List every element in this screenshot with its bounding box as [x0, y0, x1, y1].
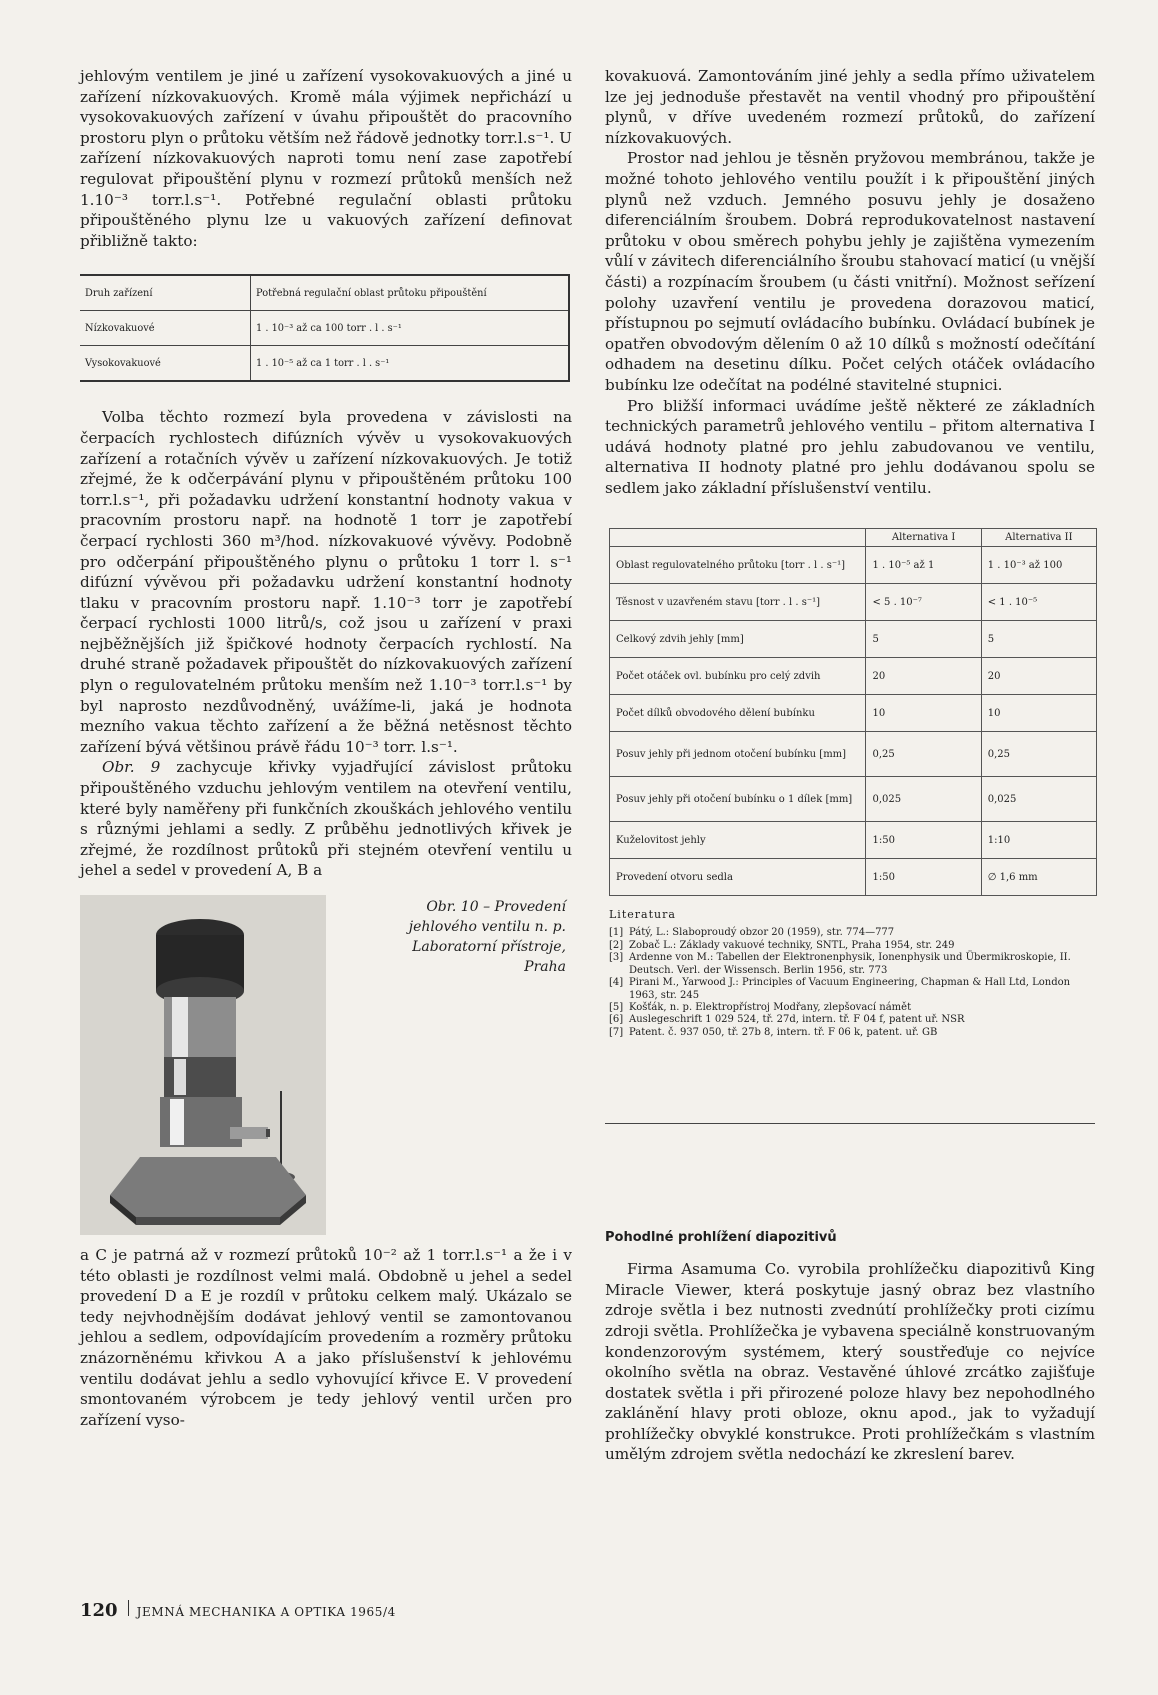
paragraph: a C je patrná až v rozmezí průtoků 10⁻² až 1 torr.l.s⁻¹ a že i v této oblasti je rozdílnost velmi malá. Obdobně u jehel a sedel provedení D a E je rozdíl v průtoku celkem malý. Ukázalo se tedy nejvhodnějším dodávat jehlový ventil se zamontovanou jehlou a sedlem, odpovídajícím provedením a rozměry průtoku znázorněnému křivkou A a jako příslušenství k jehlovému ventilu dodávat jehlu a sedlo vyhovující křivce E. V provedení smontovaném výrobcem je tedy jehlový ventil určen pro zařízení vyso-: [80, 1246, 572, 1429]
parameter-value: < 5 . 10⁻⁷: [866, 584, 981, 621]
paragraph-text: zachycuje křivky vyjadřující závislost průtoku připouštěného vzduchu jehlovým ventilem na otevření ventilu, které byly naměřeny při funkčních zkouškách jehlového ventilu s různými jehlami a sedly. Z průběhu jednotlivých křivek je zřejmé, že rozdílnost průtoků při stejném otevření ventilu u jehel a sedel v provedení A, B a: [80, 758, 572, 880]
reference-text: Patent. č. 937 050, tř. 27b 8, intern. tř. F 06 k, patent. uř. GB: [629, 1026, 938, 1038]
parameter-value: 0,25: [866, 732, 981, 777]
reference-text: Pátý, L.: Slaboproudý obzor 20 (1959), str. 774—777: [629, 927, 895, 939]
reference-text: Košťák, n. p. Elektropřístroj Modřany, zlepšovací námět: [629, 1001, 912, 1013]
table-cell: 1 . 10⁻³ až ca 100 torr . l . s⁻¹: [251, 311, 570, 346]
parameter-value: 0,25: [981, 732, 1096, 777]
news-title: Pohodlné prohlížení diapozitivů: [605, 1230, 837, 1246]
parameter-name: Oblast regulovatelného průtoku [torr . l . s⁻¹]: [610, 547, 866, 584]
table-row: [610, 621, 1097, 658]
figure-10: [80, 895, 572, 1235]
parameter-name: Počet dílků obvodového dělení bubínku: [610, 695, 866, 732]
parameter-value: ∅ 1,6 mm: [981, 859, 1096, 896]
paragraph: kovakuová. Zamontováním jiné jehly a sedla přímo uživatelem lze jej jednoduše přestavět na ventil vhodný pro připouštění plynů, v dříve uvedeném rozmezí průtoků, do zařízení nízkovakuových.: [605, 67, 1095, 147]
reference-item: [609, 1002, 1095, 1014]
journal-name: JEMNÁ MECHANIKA A OPTIKA 1965/4: [136, 1605, 396, 1619]
parameter-name: Kuželovitost jehly: [610, 822, 866, 859]
footer-separator: [128, 1600, 129, 1616]
page-footer: [80, 1600, 396, 1621]
reference-text: Ardenne von M.: Tabellen der Elektronenphysik, Ionenphysik und Übermikroskopie, II. Deutsch. Verl. der Wissensch. Berlin 1956, str. 773: [629, 952, 1071, 976]
reference-number: [7]: [609, 1026, 624, 1038]
table-row: [610, 584, 1097, 621]
paragraph: jehlovým ventilem je jiné u zařízení vysokovakuových a jiné u zařízení nízkovakuových. Kromě mála výjimek nepřichází u vysokovakuových zařízení v úvahu připouštět do pracovního prostoru plyn o průtoku větším než řádově jednotky torr.l.s⁻¹. U zařízení nízkovakuových naproti tomu není zase zapotřebí regulovat připouštění plynu v rozmezí průtoků menších než 1.10⁻³ torr.l.s⁻¹. Potřebné regulační oblasti průtoku připouštěného plynu lze u vakuových zařízení definovat přibližně takto:: [80, 67, 572, 250]
divider: [605, 1123, 1095, 1124]
paragraph: Pro bližší informaci uvádíme ještě některé ze základních technických parametrů jehlového ventilu – přitom alternativa I udává hodnoty platné pro jehlu zabudovanou ve ventilu, alternativa II hodnoty platné pro jehlu dodávanou spolu se sedlem jako základní příslušenství ventilu.: [605, 396, 1095, 497]
table-header-cell: [610, 529, 866, 547]
table-row: [80, 311, 569, 346]
figure-reference: Obr. 9: [102, 758, 161, 777]
paragraph: [80, 757, 572, 881]
reference-number: [3]: [609, 952, 624, 964]
page-number: 120: [80, 1600, 118, 1621]
table-header-cell: Alternativa II: [981, 529, 1096, 547]
parameter-value: 5: [981, 621, 1096, 658]
parameter-value: 1:50: [866, 859, 981, 896]
parameters-table: [609, 528, 1097, 896]
reference-text: Pirani M., Yarwood J.: Principles of Vacuum Engineering, Chapman & Hall Ltd, London 1963, str. 245: [629, 977, 1071, 1001]
references-heading: Literatura: [609, 908, 676, 922]
parameter-value: 0,025: [866, 777, 981, 822]
parameter-name: Celkový zdvih jehly [mm]: [610, 621, 866, 658]
paragraph: Prostor nad jehlou je těsněn pryžovou membránou, takže je možné tohoto jehlového ventilu použít i k připouštění jiných plynů než vzduch. Jemného posuvu jehly je dosaženo diferenciálním šroubem. Dobrá reprodukovatelnost nastavení průtoku v obou směrech pohybu jehly je zajištěna vymezením vůlí v závitech diferenciálního šroubu stahovací maticí (u vnější části) a rozpínacím šroubem (u části vnitřní). Možnost seřízení polohy uzavření ventilu je provedena dorazovou maticí, přístupnou po sejmutí ovládacího bubínku. Ovládací bubínek je opatřen obvodovým dělením 0 až 10 dílků s možností odečítání odhadem na desetinu dílku. Počet celých otáček ovládacího bubínku lze odečítat na podélné stavitelné stupnici.: [605, 149, 1095, 394]
parameter-value: 1 . 10⁻³ až 100: [981, 547, 1096, 584]
parameter-value: 5: [866, 621, 981, 658]
regulation-range-table: [80, 274, 570, 382]
table-row: [610, 695, 1097, 732]
table-header-cell: Druh zařízení: [80, 275, 251, 311]
right-column: [605, 66, 1095, 1465]
reference-item: [609, 1014, 1095, 1026]
parameter-value: 0,025: [981, 777, 1096, 822]
parameter-value: 10: [866, 695, 981, 732]
reference-number: [5]: [609, 1001, 624, 1013]
needle-valve-photo: [80, 895, 326, 1235]
reference-text: Auslegeschrift 1 029 524, tř. 27d, intern. tř. F 04 f, patent uř. NSR: [629, 1014, 965, 1026]
reference-item: [609, 940, 1095, 952]
table-header-cell: Potřebná regulační oblast průtoku připouštění: [251, 275, 570, 311]
table-row: [610, 658, 1097, 695]
reference-number: [1]: [609, 927, 624, 939]
parameter-value: < 1 . 10⁻⁵: [981, 584, 1096, 621]
table-row: [610, 732, 1097, 777]
table-row: [610, 859, 1097, 896]
reference-number: [6]: [609, 1014, 624, 1026]
table-row: [80, 346, 569, 382]
table-row: [610, 822, 1097, 859]
parameter-name: Počet otáček ovl. bubínku pro celý zdvih: [610, 658, 866, 695]
table-header-row: [80, 275, 569, 311]
parameter-name: Těsnost v uzavřeném stavu [torr . l . s⁻¹]: [610, 584, 866, 621]
parameter-name: Posuv jehly při jednom otočení bubínku [mm]: [610, 732, 866, 777]
reference-text: Zobač L.: Základy vakuové techniky, SNTL, Praha 1954, str. 249: [629, 939, 955, 951]
table-cell: Nízkovakuové: [80, 311, 251, 346]
parameter-value: 1:50: [866, 822, 981, 859]
news-text: Firma Asamuma Co. vyrobila prohlížečku diapozitivů King Miracle Viewer, která poskytuje jasný obraz bez vlastního zdroje světla i bez nutnosti zvednútí prohlížečky proti cizímu zdroji světla. Prohlížečka je vybavena speciálně konstruovaným kondenzorovým systémem, který soustřeďuje co nejvíce okolního světla na obraz. Vestavěné úhlové zrcátko zajišťuje dostatek světla i při přirozené poloze hlavy bez nepohodlného zaklánění hlavy proti obloze, oknu apod., jak to vyžadují prohlížečky obvyklé konstrukce. Proti prohlížečkám s vlastním umělým zdrojem světla nedochází ke zkreslení barev.: [605, 1260, 1095, 1464]
parameter-value: 10: [981, 695, 1096, 732]
parameter-value: 20: [981, 658, 1096, 695]
paragraph: Volba těchto rozmezí byla provedena v závislosti na čerpacích rychlostech difúzních vývěv u vysokovakuových zařízení a rotačních vývěv u zařízení nízkovakuových. Je totiž zřejmé, že k odčerpávání plynu v připouštěném průtoku 100 torr.l.s⁻¹, při požadavku udržení konstantní hodnoty vakua v pracovním prostoru např. na hodnotě 1 torr je zapotřebí čerpací rychlosti 360 m³/hod. nízkovakuové vývěvy. Podobně pro odčerpání připouštěného plynu o průtoku 1 torr l. s⁻¹ difúzní vývěvou při požadavku udržení konstantní hodnoty tlaku v pracovním prostoru např. 1.10⁻³ torr je zapotřebí čerpací rychlosti 1000 litrů/s, což jsou u zařízení v praxi nejběžnějších již špičkové hodnoty čerpacích rychlostí. Na druhé straně požadavek připouštět do nízkovakuových zařízení plyn o regulovatelném průtoku menším než 1.10⁻³ torr.l.s⁻¹ by byl naprosto nezdůvodněný, uvážíme-li, jaká je hodnota mezního vakua těchto zařízení a že běžná netěsnost těchto zařízení bývá většinou právě řádu 10⁻³ torr. l.s⁻¹.: [80, 408, 572, 756]
parameter-name: Provedení otvoru sedla: [610, 859, 866, 896]
reference-item: [609, 977, 1095, 1002]
reference-item: [609, 927, 1095, 939]
table-row: [610, 777, 1097, 822]
parameter-value: 1:10: [981, 822, 1096, 859]
reference-number: [4]: [609, 977, 624, 989]
table-header-cell: Alternativa I: [866, 529, 981, 547]
figure-caption: Obr. 10 – Provedení jehlového ventilu n. p. Laboratorní přístroje, Praha: [408, 899, 566, 975]
table-row: [610, 547, 1097, 584]
parameter-name: Posuv jehly při otočení bubínku o 1 dílek [mm]: [610, 777, 866, 822]
references-list: [609, 927, 1095, 1039]
table-cell: 1 . 10⁻⁵ až ca 1 torr . l . s⁻¹: [251, 346, 570, 382]
table-header-row: [610, 529, 1097, 547]
reference-item: [609, 952, 1095, 977]
table-cell: Vysokovakuové: [80, 346, 251, 382]
left-column: [80, 66, 572, 1430]
parameter-value: 1 . 10⁻⁵ až 1: [866, 547, 981, 584]
reference-item: [609, 1027, 1095, 1039]
reference-number: [2]: [609, 939, 624, 951]
parameter-value: 20: [866, 658, 981, 695]
